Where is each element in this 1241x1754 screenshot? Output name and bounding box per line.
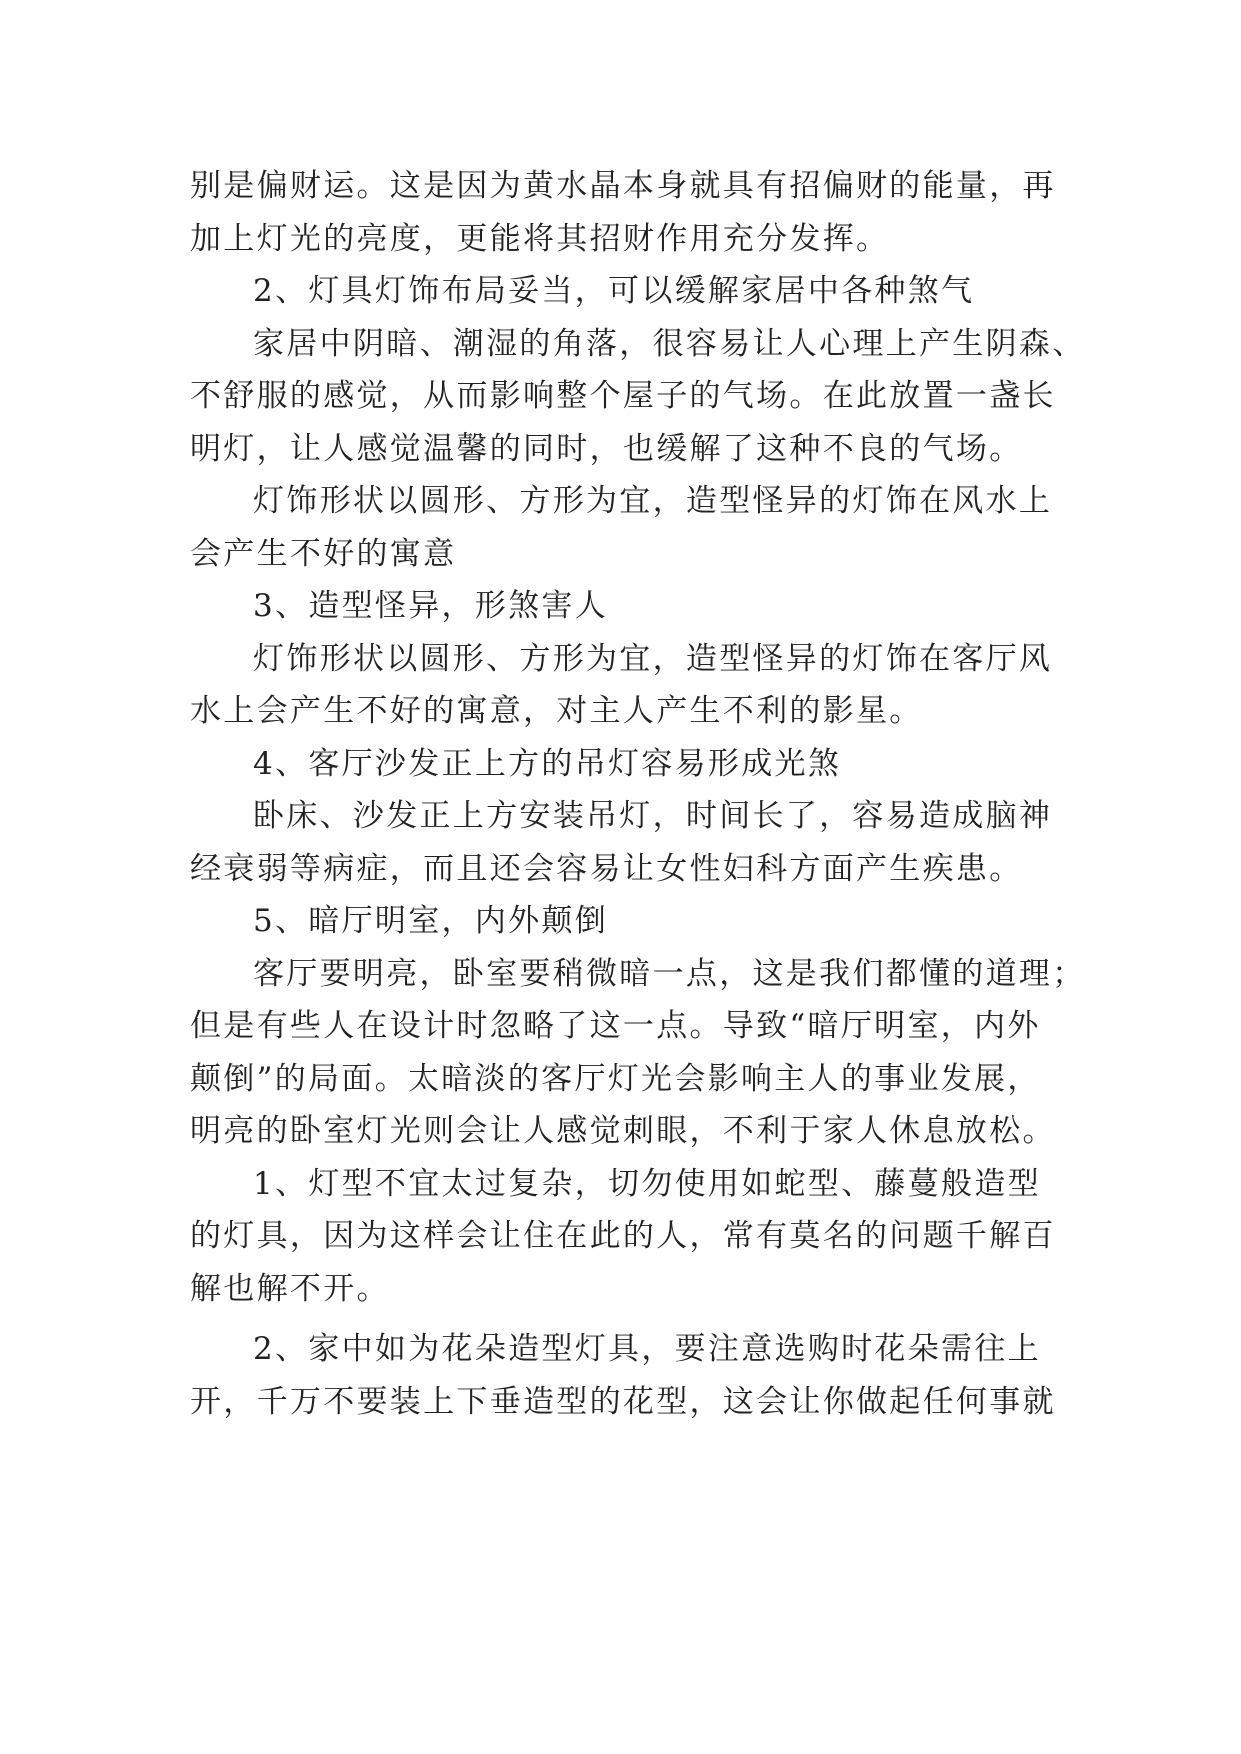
paragraph-line: 明亮的卧室灯光则会让人感觉刺眼，不利于家人休息放松。 <box>190 1113 1056 1149</box>
paragraph-line: 水上会产生不好的寓意，对主人产生不利的影星。 <box>190 693 923 729</box>
paragraph-line: 1、灯型不宜太过复杂，切勿使用如蛇型、藤蔓般造型 <box>253 1165 1041 1202</box>
section-heading: 5、暗厅明室，内外颠倒 <box>253 903 609 939</box>
paragraph-line: 的灯具，因为这样会让住在此的人，常有莫名的问题千解百 <box>190 1218 1056 1254</box>
paragraph-line: 开，千万不要装上下垂造型的花型，这会让你做起任何事就 <box>190 1383 1056 1420</box>
paragraph-line: 2、家中如为花朵造型灯具，要注意选购时花朵需往上 <box>253 1331 1041 1367</box>
document-body <box>190 160 1086 1428</box>
paragraph-line: 灯饰形状以圆形、方形为宜，造型怪异的灯饰在风水上 <box>253 483 1053 519</box>
section-heading: 4、客厅沙发正上方的吊灯容易形成光煞 <box>253 745 842 782</box>
paragraph-line: 别是偏财运。这是因为黄水晶本身就具有招偏财的能量，再 <box>190 168 1056 204</box>
paragraph-line: 灯饰形状以圆形、方形为宜，造型怪异的灯饰在客厅风 <box>253 640 1053 677</box>
paragraph-line: 客厅要明亮，卧室要稍微暗一点，这是我们都懂的道理； <box>253 955 1086 992</box>
paragraph-line: 颠倒”的局面。太暗淡的客厅灯光会影响主人的事业发展， <box>190 1060 1041 1097</box>
paragraph-line: 卧床、沙发正上方安装吊灯，时间长了，容易造成脑神 <box>253 798 1053 834</box>
paragraph-line: 会产生不好的寓意 <box>190 535 457 572</box>
paragraph-line: 解也解不开。 <box>190 1270 390 1307</box>
paragraph-line: 明灯，让人感觉温馨的同时，也缓解了这种不良的气场。 <box>190 430 1023 467</box>
paragraph-line: 加上灯光的亮度，更能将其招财作用充分发挥。 <box>190 220 890 257</box>
section-heading: 2、灯具灯饰布局妥当，可以缓解家居中各种煞气 <box>253 273 975 309</box>
paragraph-line: 经衰弱等病症，而且还会容易让女性妇科方面产生疾患。 <box>190 850 1023 887</box>
paragraph-line: 不舒服的感觉，从而影响整个屋子的气场。在此放置一盏长 <box>190 378 1056 414</box>
paragraph-line: 但是有些人在设计时忽略了这一点。导致“暗厅明室，内外 <box>190 1008 1041 1044</box>
section-heading: 3、造型怪异，形煞害人 <box>253 588 609 624</box>
paragraph-line: 家居中阴暗、潮湿的角落，很容易让人心理上产生阴森、 <box>253 325 1086 362</box>
